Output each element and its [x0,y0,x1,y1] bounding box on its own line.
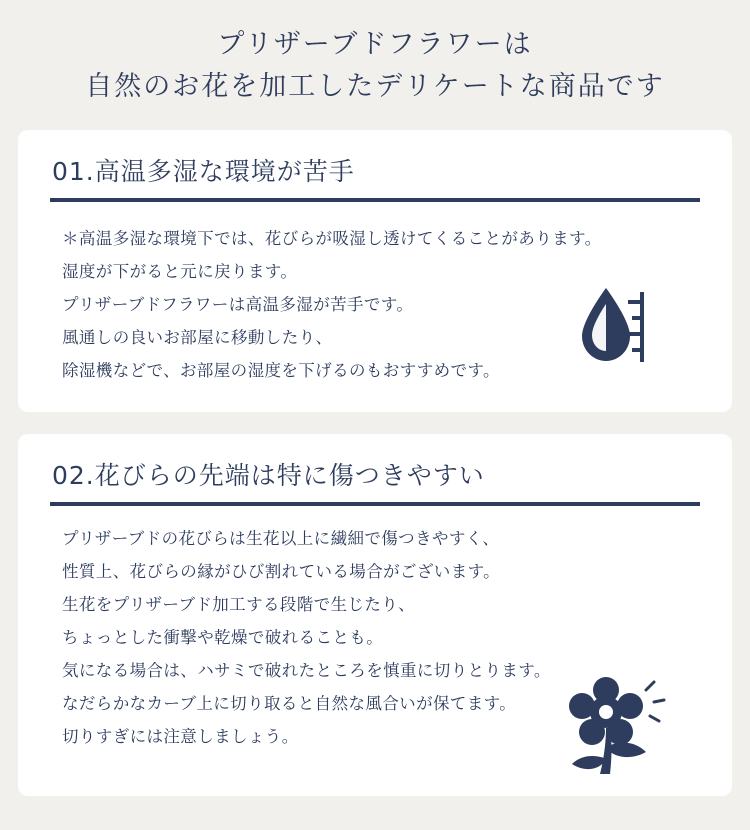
body-line: 切りすぎには注意しましょう。 [62,726,299,746]
body-line: 性質上、花びらの縁がひび割れている場合がございます。 [62,561,501,581]
headline-line-2: 自然のお花を加工したデリケートな商品です [85,70,665,102]
section-title-01: 01.高温多湿な環境が苦手 [52,156,355,186]
body-line: なだらかなカーブ上に切り取ると自然な風合いが保てます。 [62,693,517,713]
section-card-01 [18,130,732,412]
section-body-01 [18,202,732,387]
body-line: 生花をプリザーブド加工する段階で生じたり、 [62,594,416,614]
section-card-02 [18,434,732,796]
body-line: 気になる場合は、ハサミで破れたところを慎重に切りとります。 [62,660,551,680]
body-line: プリザーブドフラワーは高温多湿が苦手です。 [62,294,414,314]
body-line: 除湿機などで、お部屋の湿度を下げるのもおすすめです。 [62,360,500,380]
body-line: ＊高温多湿な環境下では、花びらが吸湿し透けてくることがあります。 [62,228,602,248]
section-body-02 [18,506,732,753]
page-title [0,0,750,108]
body-line: 湿度が下がると元に戻ります。 [62,261,298,281]
body-line: プリザーブドの花びらは生花以上に繊細で傷つきやすく、 [62,528,500,548]
section-title-02: 02.花びらの先端は特に傷つきやすい [52,460,485,490]
body-line: ちょっとした衝撃や乾燥で破れることも。 [62,627,384,647]
headline-line-1: プリザーブドフラワーは [217,29,533,60]
body-line: 風通しの良いお部屋に移動したり、 [62,327,333,347]
